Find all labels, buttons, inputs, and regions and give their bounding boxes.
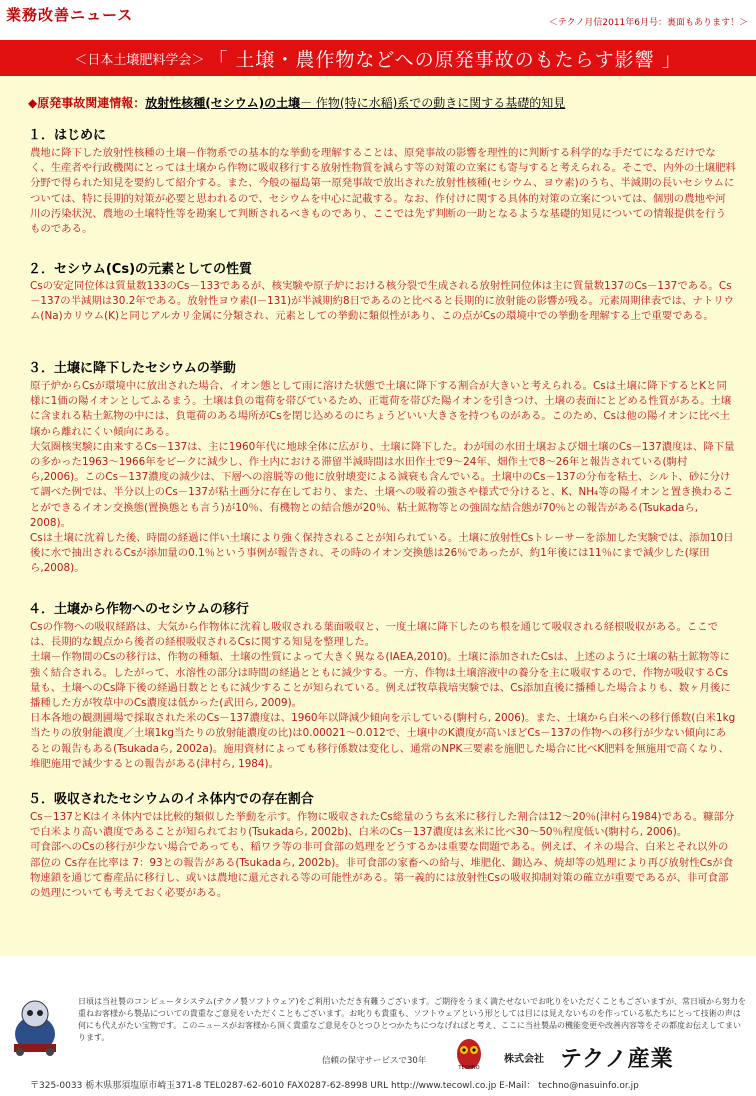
lead-subject: 放射性核種(セシウム)の土壌 <box>145 96 301 110</box>
paragraph: 大気圏核実験に由来するCs－137は、主に1960年代に地球全体に広がり、土壌に降下した。わが国の水田土壌および畑土壌のCs－137濃度は、降下量の多かった1963～1966年をピークに減少し、作土内における滞留半減時間は水田作土で9～24年、畑作土で8～26年と報告されている(駒村ら,2006)。このCs－137濃度の減少は、下層への溶脱等の他に放射壊変による減衰も含んでいる。土壌中のCs－137の分布を粘土、シルト、砂に分けて調べた例では、半分以上のCs－137が粘土画分に存在しており、また、土壌への吸着の強さや様式で分けると、K、NH₄等の陽イオンと置き換わることができるイオン交換態(置換態とも言う)が10％、有機物との結合態が20％、粘土鉱物等との強固な結合態が70％との報告がある(Tsukadaら, 2008)。 <box>30 440 735 529</box>
paragraph: Csは土壌に沈着した後、時間の経過に伴い土壌により強く保持されることが知られている。土壌に放射性Csトレーサーを添加した実験では、添加10日後に水で抽出されるCsが添加量の0.1％という事例が報告され、その時のイオン交換態は26％であったが、約1年後には11％にまで減少した(塚田ら,2008)。 <box>30 532 734 575</box>
company-name: テクノ産業 <box>560 1047 674 1072</box>
paragraph: 日本各地の観測圃場で採取された米のCs－137濃度は、1960年以降減少傾向を示している(駒村ら, 2006)。また、土壌から白米への移行係数(白米1kg当たりの放射能濃度／土壌1kg当たりの放射能濃度の比)は0.00021～0.012で、土壌中のK濃度が高いほどCs－137の作物への移行が少ない傾向にあるとの報告もある(Tsukadaら, 2002a)。施用資材によっても移行係数は変化し、通常のNPK三要素を施肥した場合に比べK肥料を無施用で高くなり、堆肥施用で減少するとの報告がある(津村ら, 1984)。 <box>30 712 736 770</box>
paragraph: 農地に降下した放射性核種の土壌－作物系での基本的な挙動を理解することは、原発事故の影響を理性的に判断する科学的な手だてになるだけでなく、生産者や行政機関にとっては土壌から作物に吸収移行する放射性物質を減らす等の対策の立案にも寄与すると考えられる。そこで、内外の土壌肥料分野で得られた知見を要約して紹介する。また、今般の福島第一原発事故で放出された放射性核種(セシウム、ヨウ素)のうち、半減期の長いセシウムについては、特に長期的対策が必要と思われるので、セシウムを中心に記載する。なお、作付けに関する具体的対策の立案については、個別の農地や河川の汚染状況、農地の土壌特性等を勘案して判断されるべきものであり、ここでは先ず判断の一助となるような基礎的知見についての情報提供を行うものである。 <box>30 147 736 236</box>
banner-headline: 「 土壌・農作物などへの原発事故のもたらす影響 」 <box>208 48 682 71</box>
section-paragraphs <box>30 379 736 577</box>
banner-org: ＜日本土壌肥料学会＞ <box>74 52 205 68</box>
page-header <box>0 0 756 30</box>
section-heading: １．はじめに <box>28 128 107 143</box>
company-tagline: 信頼の保守サービスで30年 <box>322 1056 427 1066</box>
section-paragraphs <box>30 620 736 772</box>
mascot-illustration <box>6 994 64 1058</box>
owl-logo-icon <box>454 1036 484 1072</box>
paragraph: 土壌－作物間のCsの移行は、作物の種類、土壌の性質によって大きく異なる(IAEA,2010)。土壌に添加されたCsは、上述のように土壌の粘土鉱物等に強く結合される。したがって、水溶性の部分は時間の経過とともに減少する。一方、作物は土壌溶液中の養分を主に吸収するので、作物が吸収するCs量も、土壌へのCs降下後の経過日数とともに減少することが知られている。例えば牧草栽培実験では、Cs添加直後に播種した場合よりも、数ヶ月後に播種した方が牧草中のCs濃度は低かった(武田ら, 2009)。 <box>30 651 731 710</box>
newsletter-title: 業務改善ニュース <box>6 6 134 24</box>
company-prefix: 株式会社 <box>504 1054 544 1065</box>
paragraph: 可食部へのCsの移行が少ない場合であっても、稲ワラ等の非可食部の処理をどうするかは重要な問題である。例えば、イネの場合、白米とそれ以外の部位の Cs存在比率は 7：93との報告がある(Tsukadaら, 2002b)。非可食部の家畜への給与、堆肥化、鋤込み、焼却等の処理により再び放射性Csが食物連鎖を通じて畜産品に移行し、或いは農地に還元される等の可能性がある。第一義的には放射性Csの吸収抑制対策の確立が重要であるが、非可食部の処理についても考えておく必要がある。 <box>30 841 734 900</box>
article-body <box>0 76 756 956</box>
section-heading: ５．吸収されたセシウムのイネ体内での存在割合 <box>28 792 314 807</box>
section-heading: ２．セシウム(Cs)の元素としての性質 <box>28 262 253 277</box>
logo-wordmark: TECHNO <box>458 1065 480 1071</box>
section-paragraphs <box>30 810 736 901</box>
section-paragraphs <box>30 279 736 325</box>
paragraph: Csの作物への吸収経路は、大気から作物体に沈着し吸収される葉面吸収と、一度土壌に降下したのち根を通じて吸収される経根吸収がある。ここでは、長期的な観点から後者の経根吸収されるCsに関する知見を整理した。 <box>30 621 719 649</box>
section-heading: ４．土壌から作物へのセシウムの移行 <box>28 602 249 617</box>
lead-label: ◆原発事故関連情報： <box>28 96 146 110</box>
lead-line <box>28 94 565 111</box>
customer-notice: 日頃は当社製のコンピュータシステム(テクノ製ソフトウェア)をご利用いただき有難うございます。ご期待をうまく満たせないでお叱りをいただくこともございますが、常日頃から努力を重ねお客様から製品についての貴重なご意見をいただくこともございます。お叱りも貴重も、ソフトウェアという形としては目には見えないものを作っている私たちにとって技術の声は何にも代えがたい宝物です。このニュースがお客様から頂く貴重なご意見をひとつひとつかたちにつなげればと考え、ここに当社製品の機能変更や改善内容等をその都度お伝えしてまいります。 <box>78 997 746 1042</box>
section-paragraphs <box>30 146 736 237</box>
lead-tail: － 作物(特に水稲)系での動きに関する基礎的知見 <box>300 96 566 110</box>
section-heading: ３．土壌に降下したセシウムの挙動 <box>28 361 236 376</box>
issue-note: ＜テクノ月信2011年6月号：裏面もあります！＞ <box>548 18 748 28</box>
contact-address: 〒325-0033 栃木県那須塩原市崎玉371-8 TEL0287-62-6010 FAX0287-62-8998 URL http://www.tecowl.co.jp E-Mail： techno@nasuinfo.or.jp <box>30 1081 639 1091</box>
paragraph: Csの安定同位体は質量数133のCs－133であるが、核実験や原子炉における核分裂で生成される放射性同位体は主に質量数137のCs－137である。Cs－137の半減期は30.2年である。放射性ヨウ素(I－131)が半減期約8日であるのと比べると長期的に放射能の影響が残る。元素周期律表では、ナトリウム(Na)カリウム(K)と同じアルカリ金属に分類され、元素としての挙動に類似性があり、この点がCsの環境中での挙動を理解する上で重要である。 <box>30 280 735 323</box>
paragraph: Cs－137とKはイネ体内では比較的類似した挙動を示す。作物に吸収されたCs総量のうち玄米に移行した割合は12～20％(津村ら1984)である。糠部分で白米より高い濃度であることが知られており(Tsukadaら, 2002b)、白米のCs－137濃度は玄米に比べ30～50％程度低い(駒村ら, 2006)。 <box>30 811 735 839</box>
page-footer <box>0 986 756 1096</box>
headline-banner <box>0 40 756 76</box>
paragraph: 原子炉からCsが環境中に放出された場合、イオン態として雨に溶けた状態で土壌に降下する割合が大きいと考えられる。Csは土壌に降下するとKと同様に1価の陽イオンとしてふるまう。土壌は負の電荷を帯びているため、正電荷を帯びた陽イオンを引きつけ、土壌の表面にとどめる性質がある。土壌に含まれる粘土鉱物の中には、負電荷のある場所がCsを閉じ込めるのにちょうどいい大きさを持つものがある。このため、Csは他の陽イオンに比べ土壌から離れにくい傾向にある。 <box>30 380 732 438</box>
